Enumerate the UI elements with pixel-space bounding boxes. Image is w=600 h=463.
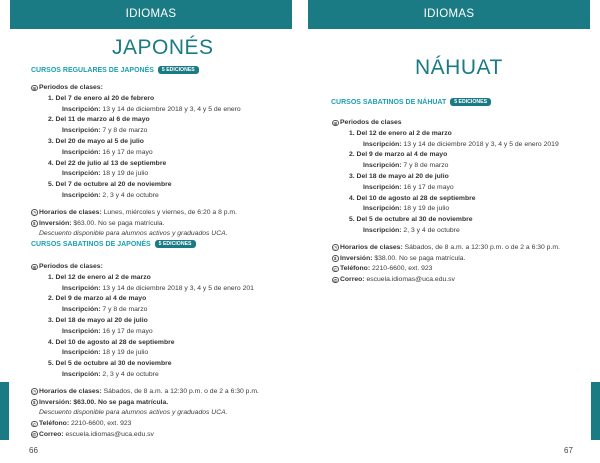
periods-label: Periodos de clases:	[39, 263, 103, 270]
section-heading-saturday	[331, 98, 491, 106]
page-number: 67	[564, 446, 573, 455]
editions-badge: 5 EDICIONES	[158, 66, 199, 74]
phone-icon: ✆	[333, 266, 338, 272]
page-header: IDIOMAS	[308, 0, 590, 29]
phone-row	[333, 264, 560, 275]
email-row	[333, 275, 560, 286]
email-value: escuela.idiomas@uca.edu.sv	[366, 276, 455, 284]
enrollment-label: Inscripción:	[62, 284, 101, 292]
enrollment-label: Inscripción:	[62, 127, 101, 135]
schedule-label: Horarios de clases:	[39, 387, 102, 395]
period-item: 4. Del 10 de agosto al 28 de septiembre	[349, 194, 476, 202]
investment-row	[334, 254, 560, 265]
editions-badge: 5 EDICIONES	[155, 240, 196, 248]
enrollment-row	[340, 183, 560, 194]
enrollment-label: Inscripción:	[363, 162, 402, 170]
enrollment-label: Inscripción:	[62, 327, 101, 335]
enrollment-row	[39, 148, 241, 159]
enrollment-value: 18 y 19 de julio	[102, 349, 149, 357]
calendar-icon: ⊞	[32, 264, 37, 270]
enrollment-label: Inscripción:	[363, 183, 402, 191]
period-item: 1. Del 7 de enero al 20 de febrero	[48, 94, 155, 102]
enrollment-value: 13 y 14 de diciembre 2018 y 3, 4 y 5 de enero 201	[102, 284, 254, 292]
schedule-label: Horarios de clases:	[39, 208, 102, 216]
saturday-course-details	[333, 118, 560, 286]
investment-value: $38.00. No se paga matrícula.	[374, 254, 466, 262]
calendar-icon: ⊞	[333, 120, 338, 126]
enrollment-label: Inscripción:	[363, 226, 402, 234]
period-item: 3. Del 20 de mayo al 5 de julio	[48, 137, 144, 145]
period-item: 5. Del 5 de octubre al 30 de noviembre	[349, 216, 473, 224]
enrollment-label: Inscripción:	[363, 140, 402, 148]
phone-label: Teléfono:	[39, 420, 70, 428]
period-item: 1. Del 12 de enero al 2 de marzo	[349, 129, 452, 137]
calendar-icon: ⊞	[32, 85, 37, 91]
enrollment-row	[340, 140, 560, 151]
investment-value: $63.00. No se paga matrícula.	[73, 398, 169, 406]
enrollment-label: Inscripción:	[62, 105, 101, 113]
discount-note: Descuento disponible para alumnos activos y graduados UCA.	[39, 230, 228, 238]
period-item: 5. Del 5 de octubre al 30 de noviembre	[48, 360, 172, 368]
period-item: 3. Del 18 de mayo al 20 de julio	[48, 316, 148, 324]
enrollment-label: Inscripción:	[62, 306, 101, 314]
period-item: 1. Del 12 de enero al 2 de marzo	[48, 273, 151, 281]
section-heading-text: CURSOS SABATINOS DE NÁHUAT	[331, 98, 447, 106]
language-title: NÁHUAT	[415, 56, 503, 79]
enrollment-row	[39, 191, 241, 202]
email-icon: @	[32, 432, 37, 438]
enrollment-value: 16 y 17 de mayo	[102, 327, 153, 335]
regular-course-details	[32, 83, 241, 240]
enrollment-label: Inscripción:	[363, 205, 402, 213]
discount-note: Descuento disponible para alumnos activos y graduados UCA.	[39, 409, 228, 417]
enrollment-value: 13 y 14 de diciembre 2018 y 3, 4 y 5 de enero 2019	[403, 140, 559, 148]
clock-icon: ◷	[333, 245, 338, 251]
money-icon: $	[31, 399, 38, 406]
enrollment-value: 18 y 19 de julio	[102, 170, 149, 178]
enrollment-row	[340, 226, 560, 237]
editions-badge: 5 EDICIONES	[450, 98, 491, 106]
section-heading-text: CURSOS REGULARES DE JAPONÉS	[31, 66, 154, 74]
periods-label: Periodos de clases	[340, 119, 402, 126]
enrollment-label: Inscripción:	[62, 191, 101, 199]
section-heading-saturday	[31, 240, 196, 248]
investment-value: $63.00. No se paga matrícula.	[73, 219, 165, 227]
enrollment-row	[340, 161, 560, 172]
enrollment-value: 16 y 17 de mayo	[102, 148, 153, 156]
investment-row	[33, 398, 259, 409]
enrollment-label: Inscripción:	[62, 349, 101, 357]
enrollment-row	[39, 327, 259, 338]
enrollment-row	[39, 348, 259, 359]
enrollment-row	[39, 105, 241, 116]
enrollment-value: 2, 3 y 4 de octubre	[403, 226, 460, 234]
period-item: 5. Del 7 de octubre al 20 de noviembre	[48, 181, 172, 189]
enrollment-row	[340, 204, 560, 215]
section-heading-regular	[31, 66, 199, 74]
enrollment-value: 13 y 14 de diciembre 2018 y 3, 4 y 5 de enero	[102, 105, 241, 113]
phone-value: 2210-6600, ext. 923	[70, 420, 132, 428]
enrollment-label: Inscripción:	[62, 170, 101, 178]
schedule-value: Sábados, de 8 a.m. a 12:30 p.m. o de 2 a 6:30 p.m.	[103, 387, 259, 395]
enrollment-row	[39, 126, 241, 137]
schedule-label: Horarios de clases:	[340, 243, 403, 251]
phone-value: 2210-6600, ext. 923	[371, 265, 433, 273]
period-item: 2. Del 11 de marzo al 6 de mayo	[48, 116, 150, 124]
enrollment-value: 7 y 8 de marzo	[403, 162, 449, 170]
email-icon: @	[333, 277, 338, 283]
enrollment-row	[39, 284, 259, 295]
email-label: Correo:	[340, 276, 365, 284]
language-title: JAPONÉS	[112, 36, 214, 59]
periods-label: Periodos de clases:	[39, 84, 103, 91]
phone-icon: ✆	[32, 421, 37, 427]
investment-row	[33, 219, 241, 230]
enrollment-row	[39, 305, 259, 316]
investment-label: Inversión:	[39, 219, 72, 227]
email-label: Correo:	[39, 430, 64, 438]
period-item: 2. Del 9 de marzo al 4 de mayo	[48, 295, 147, 303]
page-right	[300, 0, 600, 463]
periods-heading-row	[32, 83, 241, 94]
side-accent-bar	[0, 382, 9, 440]
enrollment-value: 2, 3 y 4 de octubre	[102, 191, 159, 199]
saturday-course-details	[32, 262, 259, 441]
schedule-value: Sábados, de 8 a.m. a 12:30 p.m. o de 2 a 6:30 p.m.	[404, 243, 560, 251]
enrollment-value: 7 y 8 de marzo	[102, 306, 148, 314]
enrollment-row	[39, 370, 259, 381]
schedule-row	[32, 387, 259, 398]
side-accent-bar	[591, 382, 600, 440]
clock-icon: ◷	[32, 389, 37, 395]
periods-heading-row	[333, 118, 560, 129]
section-heading-text: CURSOS SABATINOS DE JAPONÉS	[31, 240, 151, 248]
phone-label: Teléfono:	[340, 265, 371, 273]
investment-label: Inversión:	[340, 254, 373, 262]
period-item: 4. Del 22 de julio al 13 de septiembre	[48, 159, 167, 167]
schedule-row	[32, 208, 241, 219]
clock-icon: ◷	[32, 210, 37, 216]
investment-label: Inversión:	[39, 398, 72, 406]
schedule-value: Lunes, miércoles y viernes, de 6:20 a 8 p.m.	[103, 208, 237, 216]
enrollment-value: 2, 3 y 4 de octubre	[102, 370, 159, 378]
page-number: 66	[29, 446, 38, 455]
period-item: 3. Del 18 de mayo al 20 de julio	[349, 172, 449, 180]
enrollment-value: 16 y 17 de mayo	[403, 183, 454, 191]
period-item: 2. Del 9 de marzo al 4 de mayo	[349, 151, 448, 159]
enrollment-row	[39, 169, 241, 180]
email-row	[32, 430, 259, 441]
period-item: 4. Del 10 de agosto al 28 de septiembre	[48, 338, 175, 346]
money-icon: $	[332, 255, 339, 262]
periods-heading-row	[32, 262, 259, 273]
email-value: escuela.idiomas@uca.edu.sv	[65, 430, 154, 438]
page-header: IDIOMAS	[10, 0, 292, 29]
schedule-row	[333, 243, 560, 254]
enrollment-label: Inscripción:	[62, 370, 101, 378]
money-icon: $	[31, 220, 38, 227]
enrollment-value: 7 y 8 de marzo	[102, 127, 148, 135]
enrollment-label: Inscripción:	[62, 148, 101, 156]
enrollment-value: 18 y 19 de julio	[403, 205, 450, 213]
phone-row	[32, 419, 259, 430]
